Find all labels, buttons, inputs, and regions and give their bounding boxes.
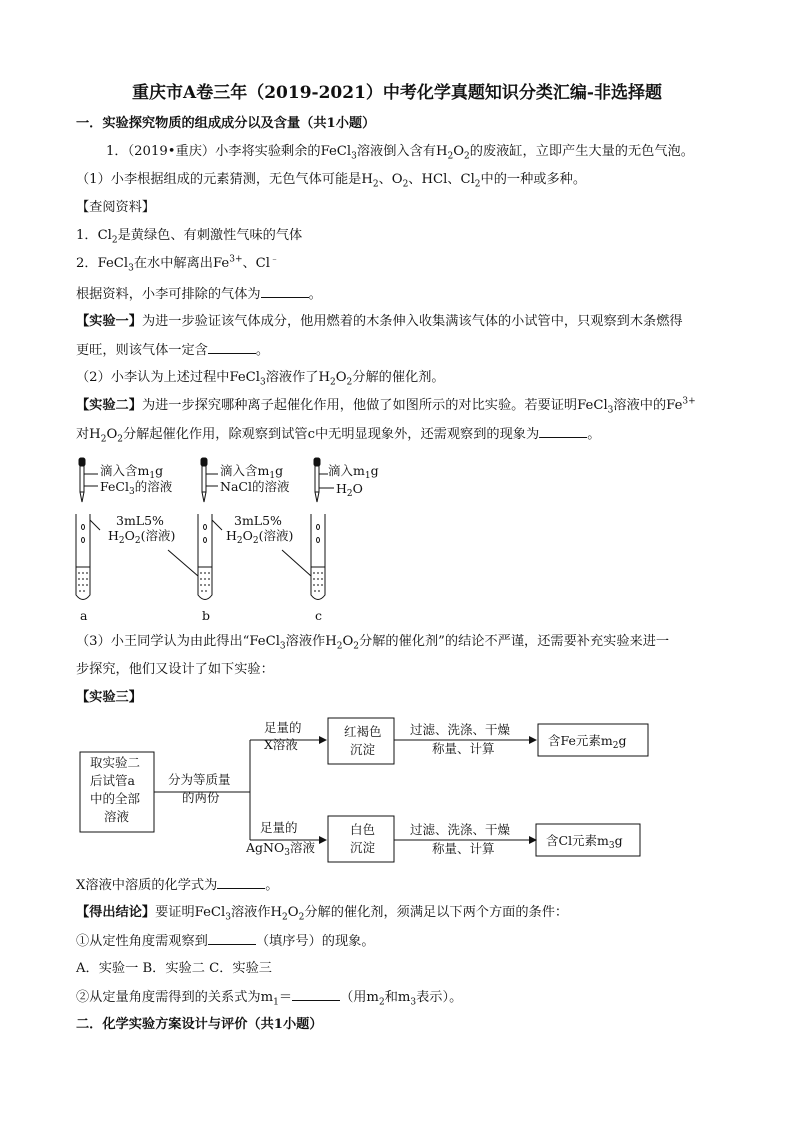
dropper-c [314, 458, 320, 502]
question-part-3-cont: 步探究，他们又设计了如下实验： [76, 662, 274, 677]
experiment-1-cont: 更旺，则该气体一定含 。 [76, 343, 270, 358]
flowchart [70, 712, 670, 867]
answer-blank-4[interactable] [217, 876, 265, 889]
test-tube-c [311, 514, 325, 600]
condition-2: ②从定量角度需得到的关系式为$m_1=$ （用$m_2$和$m_3$表示）。 [76, 990, 463, 1008]
start-box-line2: 后试管a [90, 773, 135, 788]
options-line: A．实验一 B．实验二 C．实验三 [76, 961, 272, 976]
section-heading-2: 二．化学实验方案设计与评价（共1小题） [76, 1017, 323, 1032]
tube-a-drop-line1: 滴入含$m_1g$ [100, 463, 164, 481]
answer-blank-5[interactable] [208, 932, 256, 945]
solution-label-2-line1: 3mL5% [234, 513, 282, 528]
tube-label-b: b [202, 608, 211, 623]
bottom-arrow-line2: AgNO$_3$溶液 [246, 840, 315, 858]
tube-b-drop-line2: NaCl的溶液 [220, 479, 290, 494]
question-part-3: （3）小王同学认为由此得出“FeCl$_3$溶液作$H_2O_2$分解的催化剂”的结论不严谨，还需要补充实验来进一 [76, 634, 670, 652]
question-part-2: （2）小李认为上述过程中FeCl$_3$溶液作了$H_2O_2$分解的催化剂。 [76, 370, 445, 388]
top-process-line1: 过滤、洗涤、干燥 [410, 722, 511, 737]
top-arrow-line2: X溶液 [264, 737, 298, 752]
lookup-item-1: 1．$Cl_2$是黄绿色、有刺激性气味的气体 [76, 228, 303, 246]
solution-label-2-line2: $H_2O_2$(溶液) [226, 528, 294, 546]
experiment-2: 【实验二】为进一步探究哪种离子起催化作用，他做了如图所示的对比实验。若要证明FeCl$_3$溶液中的$Fe^{3+}$ [76, 396, 696, 416]
test-tube-a [76, 514, 90, 600]
bottom-arrow-line1: 足量的 [260, 820, 298, 835]
bottom-process-line2: 称量、计算 [432, 841, 495, 856]
conclusion-line: 【得出结论】要证明FeCl$_3$溶液作$H_2O_2$分解的催化剂，须满足以下两个方面的条件： [76, 905, 569, 923]
start-box-line1: 取实验二 [90, 755, 141, 770]
answer-blank-2[interactable] [208, 341, 256, 354]
dropper-b [201, 458, 207, 502]
experiment-3-heading: 【实验三】 [76, 690, 142, 705]
bottom-process-line1: 过滤、洗涤、干燥 [410, 822, 511, 837]
top-arrow-line1: 足量的 [264, 720, 302, 735]
tube-label-c: c [315, 608, 323, 623]
answer-blank-3[interactable] [539, 425, 587, 438]
tube-c-drop-line2: $H_2O$ [336, 481, 363, 499]
x-solute-line: X溶液中溶质的化学式为 。 [76, 878, 279, 893]
answer-blank-1[interactable] [261, 285, 309, 298]
tube-b-drop-line1: 滴入含$m_1g$ [220, 463, 284, 481]
experiment-2-cont: 对$H_2O_2$分解起催化作用，除观察到试管c中无明显现象外，还需观察到的现象为 。 [76, 427, 601, 445]
bottom-box-line2: 沉淀 [350, 840, 376, 855]
solution-label-1-line1: 3mL5% [116, 513, 164, 528]
split-label-line1: 分为等质量 [168, 772, 231, 787]
question-part-1: （1）小李根据组成的元素猜测，无色气体可能是$H_2$、$O_2$、HCl、$Cl_2$中的一种或多种。 [76, 172, 587, 190]
top-process-line2: 称量、计算 [432, 741, 495, 756]
test-tube-figure [70, 452, 400, 630]
section-heading-1: 一．实验探究物质的组成成分以及含量（共1小题） [76, 116, 376, 131]
answer-blank-6[interactable] [292, 988, 340, 1001]
tube-label-a: a [80, 608, 88, 623]
lookup-item-2: 2．FeCl$_3$在水中解离出$Fe^{3+}$、Cl﹣ [76, 254, 280, 274]
question-stem: 1．（2019•重庆）小李将实验剩余的FeCl$_3$溶液倒入含有$H_2O_2$的废液缸，立即产生大量的无色气泡。 [106, 144, 694, 162]
lookup-heading: 【查阅资料】 [76, 200, 156, 215]
start-box-line3: 中的全部 [90, 791, 141, 806]
split-label-line2: 的两份 [182, 790, 220, 805]
dropper-a [79, 458, 85, 502]
top-box-line2: 沉淀 [350, 742, 376, 757]
tube-a-drop-line2: FeCl$_3$的溶液 [100, 479, 173, 497]
test-tube-b [198, 514, 212, 600]
experiment-1: 【实验一】为进一步验证该气体成分，他用燃着的木条伸入收集满该气体的小试管中，只观察到木条燃得 [76, 314, 683, 329]
top-box-line1: 红褐色 [344, 724, 382, 739]
condition-1: ①从定性角度需观察到 （填序号）的现象。 [76, 934, 375, 949]
page-title: 重庆市A卷三年（2019-2021）中考化学真题知识分类汇编-非选择题 [132, 83, 662, 103]
top-result: 含Fe元素$m_2g$ [548, 733, 627, 751]
solution-label-1-line2: $H_2O_2$(溶液) [108, 528, 176, 546]
bottom-box-line1: 白色 [350, 822, 376, 837]
start-box-line4: 溶液 [104, 809, 130, 824]
tube-c-drop-line1: 滴入$m_1g$ [328, 463, 379, 481]
bottom-result: 含Cl元素$m_3g$ [546, 833, 623, 851]
conclude-line: 根据资料，小李可排除的气体为 。 [76, 287, 322, 302]
